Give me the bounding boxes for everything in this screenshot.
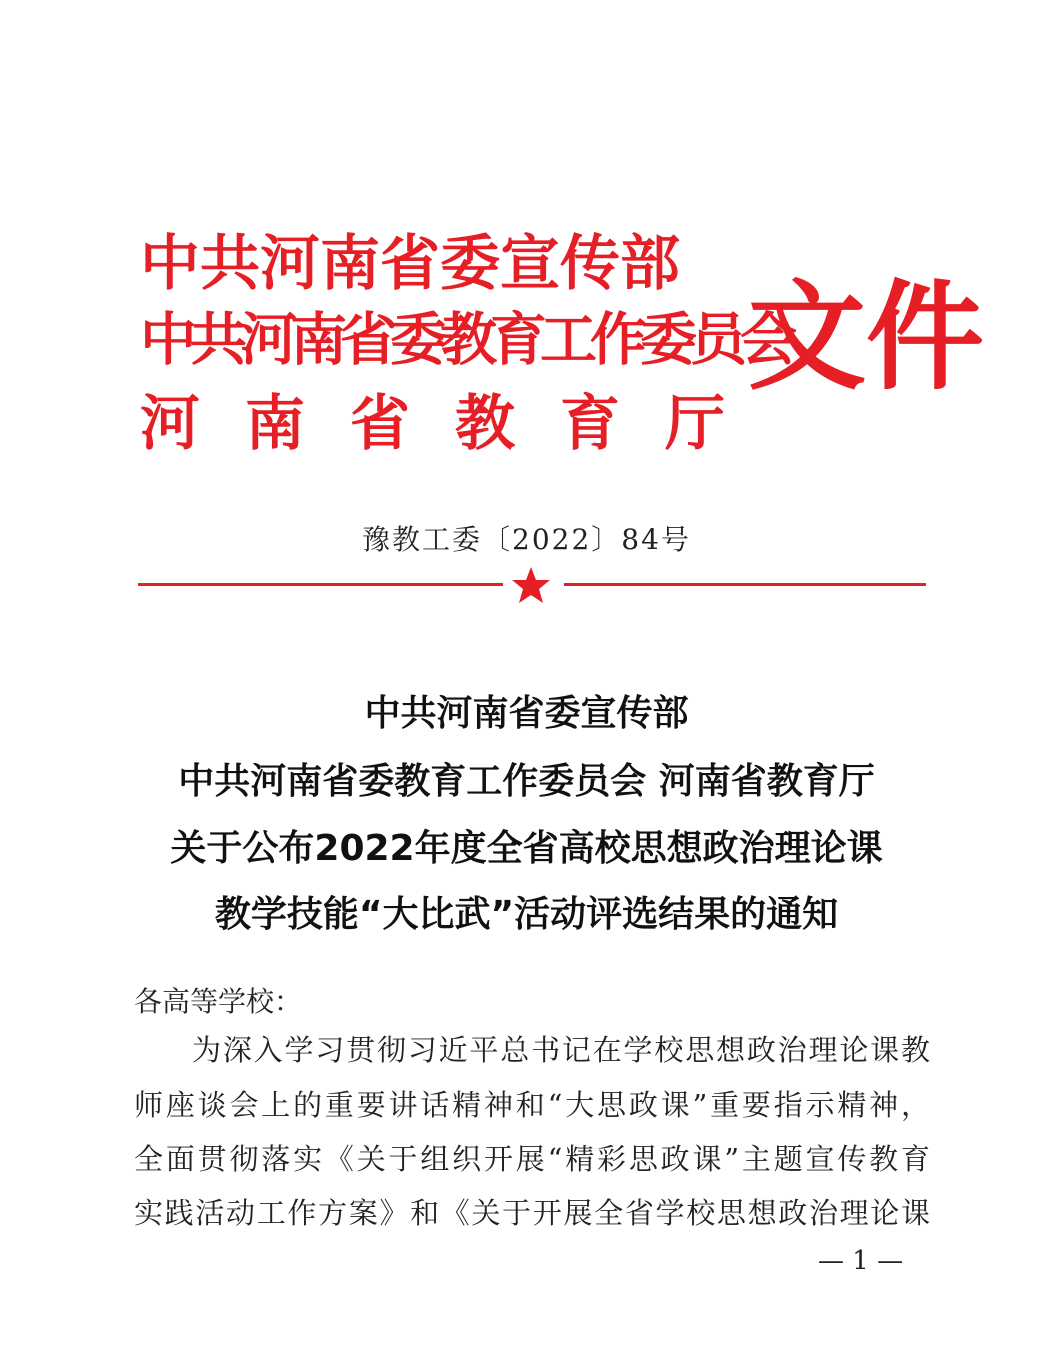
issuer-propaganda-dept: 中共河南省委宣传部 xyxy=(140,229,680,299)
document-number: 豫教工委〔2022〕84号 xyxy=(362,523,691,556)
title-line-4: 教学技能“大比武”活动评选结果的通知 xyxy=(214,894,839,935)
red-letterhead xyxy=(140,228,985,459)
divider-line-left xyxy=(138,583,503,586)
body-line: 为深入学习贯彻习近平总书记在学校思想政治理论课教 xyxy=(192,1033,930,1067)
body-line: 实践活动工作方案》和《关于开展全省学校思想政治理论课 xyxy=(134,1196,930,1230)
star-icon xyxy=(510,566,552,604)
body-line: 师座谈会上的重要讲话精神和“大思政课”重要指示精神， xyxy=(134,1088,930,1122)
divider-line-right xyxy=(564,583,926,586)
document-word: 文件 xyxy=(748,268,985,406)
salutation: 各高等学校： xyxy=(134,985,303,1018)
issuer-education-committee: 中共河南省委教育工作委员会 xyxy=(140,307,790,373)
title-line-3: 关于公布2022年度全省高校思想政治理论课 xyxy=(170,828,883,869)
page-number: — 1 — xyxy=(818,1246,904,1276)
title-line-2: 中共河南省委教育工作委员会 河南省教育厅 xyxy=(178,761,875,802)
title-line-1: 中共河南省委宣传部 xyxy=(364,693,689,734)
red-divider xyxy=(138,566,926,602)
body-line: 全面贯彻落实《关于组织开展“精彩思政课”主题宣传教育 xyxy=(134,1142,930,1176)
issuer-education-dept: 河南省教育厅 xyxy=(140,389,770,459)
